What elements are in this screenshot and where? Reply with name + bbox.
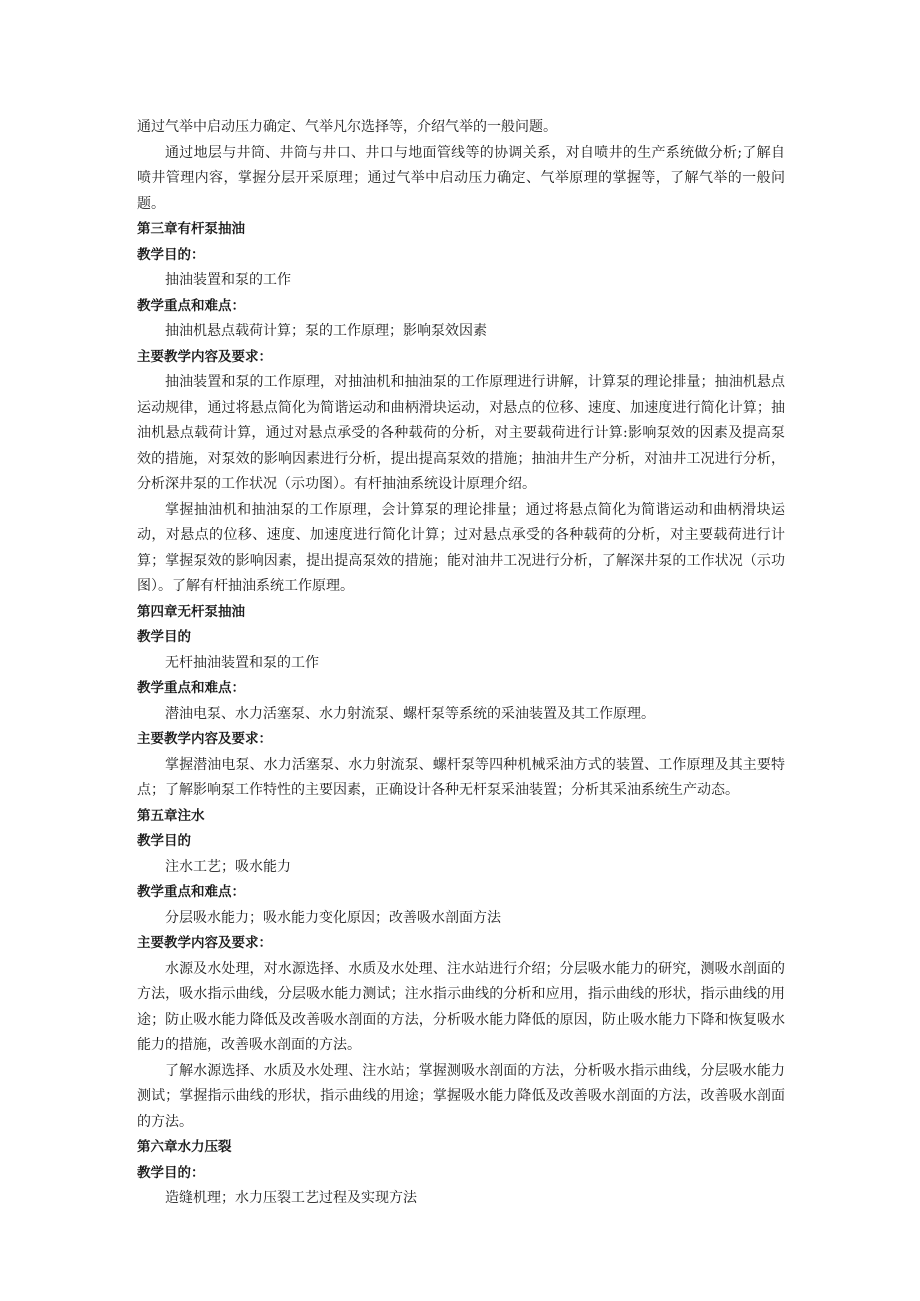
section-label: 主要教学内容及要求： [137,348,272,365]
section-label: 教学目的： [137,246,205,263]
section-label: 主要教学内容及要求： [137,731,272,747]
section-label: 教学目的 [137,833,191,849]
section-label: 教学重点和难点： [137,884,245,900]
chapter-title: 第四章无杆泵抽油 [137,603,245,620]
content-paragraph: 了解水源选择、水质及水处理、注水站；掌握测吸水剖面的方法，分析吸水指示曲线，分层吸水能力测试；掌握指示曲线的形状，指示曲线的用途；掌握吸水能力降低及改善吸水剖面的方法，改善吸水剖面的方法。 [137,1062,785,1130]
section-label: 主要教学内容及要求： [137,935,272,951]
section-text: 注水工艺；吸水能力 [165,858,291,875]
content-paragraph: 掌握潜油电泵、水力活塞泵、水力射流泵、螺杆泵等四种机械采油方式的装置、工作原理及其主要特点；了解影响泵工作特性的主要因素，正确设计各种无杆泵采油装置；分析其采油系统生产动态。 [137,756,785,798]
chapter-title: 第五章注水 [137,807,205,824]
section-label: 教学目的： [137,1164,205,1181]
intro-paragraph: 通过气举中启动压力确定、气举凡尔选择等，介绍气举的一般问题。 [137,119,557,135]
chapter-title: 第三章有杆泵抽油 [137,221,245,237]
section-label: 教学重点和难点： [137,297,245,314]
intro-paragraph: 通过地层与井筒、井筒与井口、井口与地面管线等的协调关系，对自喷井的生产系统做分析;了解自喷井管理内容，掌握分层开采原理；通过气举中启动压力确定、气举原理的掌握等，了解气举的一般问题。 [137,144,785,212]
content-paragraph: 掌握抽油机和抽油泵的工作原理，会计算泵的理论排量；通过将悬点简化为简谐运动和曲柄滑块运动，对悬点的位移、速度、加速度进行简化计算；过对悬点承受的各种载荷的分析，对主要载荷进行计算；掌握泵效的影响因素，提出提高泵效的措施；能对油井工况进行分析，了解深井泵的工作状况（示功图）。了解有杆抽油系统工作原理。 [137,501,785,594]
chapter-title: 第六章水力压裂 [137,1139,232,1155]
content-paragraph: 抽油装置和泵的工作原理，对抽油机和抽油泵的工作原理进行讲解，计算泵的理论排量；抽油机悬点运动规律，通过将悬点简化为简谐运动和曲柄滑块运动，对悬点的位移、速度、加速度进行简化计算；抽油机悬点载荷计算，通过对悬点承受的各种载荷的分析，对主要载荷进行计算:影响泵效的因素及提高泵效的措施，对泵效的影响因素进行分析，提出提高泵效的措施；抽油井生产分析，对油井工况进行分析，分析深井泵的工作状况（示功图）。有杆抽油系统设计原理介绍。 [137,374,785,492]
section-text: 分层吸水能力；吸水能力变化原因；改善吸水剖面方法 [165,909,501,926]
section-label: 教学目的 [137,629,191,645]
section-text: 无杆抽油装置和泵的工作 [165,654,319,671]
section-text: 抽油装置和泵的工作 [165,272,291,288]
content-paragraph: 水源及水处理，对水源选择、水质及水处理、注水站进行介绍；分层吸水能力的研究，测吸水剖面的方法，吸水指示曲线，分层吸水能力测试；注水指示曲线的分析和应用，指示曲线的形状，指示曲线的用途；防止吸水能力降低及改善吸水剖面的方法，分析吸水能力降低的原因，防止吸水能力下降和恢复吸水能力的措施，改善吸水剖面的方法。 [137,960,785,1053]
document-body [137,115,785,1212]
section-text: 抽油机悬点载荷计算；泵的工作原理；影响泵效因素 [165,323,487,339]
section-label: 教学重点和难点： [137,680,245,696]
section-text: 造缝机理；水力压裂工艺过程及实现方法 [165,1190,417,1206]
section-text: 潜油电泵、水力活塞泵、水力射流泵、螺杆泵等系统的采油装置及其工作原理。 [165,705,655,722]
